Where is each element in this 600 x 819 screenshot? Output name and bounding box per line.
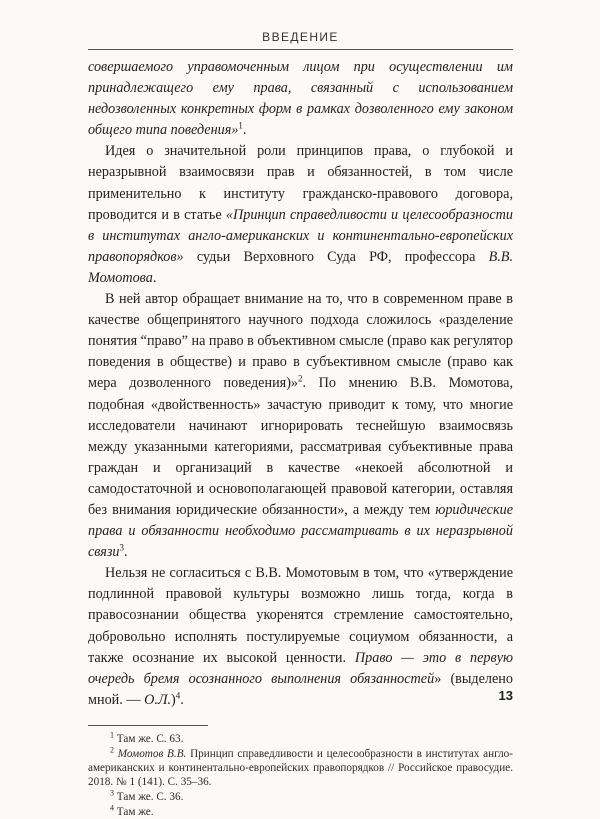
header-rule <box>88 49 513 50</box>
footnote-2 <box>88 747 513 789</box>
footnote-separator <box>88 725 208 726</box>
text-span: . <box>152 269 157 286</box>
paragraph-2 <box>88 141 513 289</box>
main-text <box>88 57 513 711</box>
text-span: . По мнению В.В. Момотова, подобная «двойственность» зачастую приводит к тому, что многие исследователи начинают игнорировать теснейшую взаимосвязь между указанными категориями, рассматривая субъективные права граждан и организаций в качестве «некоей абсолютной и самодостаточной и основополагающей правовой категории, оставляя без внимания юридические обязанности», а между тем <box>88 375 513 518</box>
footnotes <box>88 732 513 819</box>
footnote-text: Принцип справедливости и целесообразности в институтах англо-американских и континентально-европейских правопорядков // Российское правосудие. 2018. № 1 (141). С. 35–36. <box>88 747 513 788</box>
footnote-number: 4 <box>110 803 114 813</box>
paragraph-4 <box>88 563 513 711</box>
text-span: . <box>124 544 128 561</box>
book-page <box>88 30 514 818</box>
article-title: «Принцип справедливости и целесообразности в институтах англо-американских и континентально-европейских правопорядков» <box>88 206 513 265</box>
text-span: Идея о значительной роли принципов права, о глубокой и неразрывной взаимосвязи прав и обязанностей, в том числе применительно к институту гражданско-правового договора, проводится и в статье <box>88 143 513 223</box>
footnote-text: Там же. С. 63. <box>116 732 184 745</box>
footnote-author: Момотов В.В. <box>117 747 187 760</box>
footnote-4 <box>88 805 513 819</box>
footnote-number: 2 <box>110 745 114 755</box>
footnote-number: 3 <box>110 788 114 798</box>
footnote-text: Там же. С. 36. <box>116 790 184 803</box>
footnote-ref-2: 2 <box>298 373 303 384</box>
text-span: В ней автор обращает внимание на то, что в современном праве в качестве общепринятого научного подхода сложилось «разделение понятия “право” на право в объективном смысле (право как регулятор поведения в обществе) и право в субъективном смысле (право как мера дозволенного поведения)» <box>88 291 514 392</box>
footnote-ref-4: 4 <box>175 690 181 701</box>
footnote-ref-3: 3 <box>119 542 124 553</box>
text-span: ) <box>171 691 176 708</box>
text-span: судьи Верховного Суда РФ, профессора <box>183 248 489 265</box>
text-span: . <box>180 691 184 708</box>
emphasis-text: Право — это в первую очередь бремя осознанного выполнения обязанностей <box>88 649 513 687</box>
author-name: В.В. Момотова <box>88 248 513 286</box>
page-number: 13 <box>498 688 513 703</box>
footnote-text: Там же. <box>116 805 154 818</box>
running-header: ВВЕДЕНИЕ <box>262 30 339 44</box>
quote-continuation: совершаемого управомоченным лицом при осуществлении им принадлежащего ему права, связанный с использованием недозволенных конкретных форм в рамках дозволенного ему законом общего типа поведения» <box>88 59 513 139</box>
text-span: Нельзя не согласиться с В.В. Момотовым в том, что «утверждение подлинной правовой культуры возможно лишь тогда, когда в правосознании общества укоренятся стремление самостоятельно, добровольно исполнять постулируемые социумом обязанности, а также осознание их высокой ценности. <box>88 565 513 666</box>
footnote-3 <box>88 790 513 804</box>
paragraph-3 <box>88 289 513 563</box>
emphasis-text: юридические права и обязанности необходимо рассматривать в их неразрывной связи <box>88 501 513 561</box>
footnote-1 <box>88 732 513 746</box>
text-span: . <box>242 122 247 139</box>
footnote-ref-1: 1 <box>238 120 243 131</box>
author-initials: О.Л. <box>144 691 172 708</box>
text-span: » (выделено мной. — <box>88 670 513 708</box>
paragraph-1 <box>88 57 513 141</box>
footnote-number: 1 <box>110 730 114 740</box>
